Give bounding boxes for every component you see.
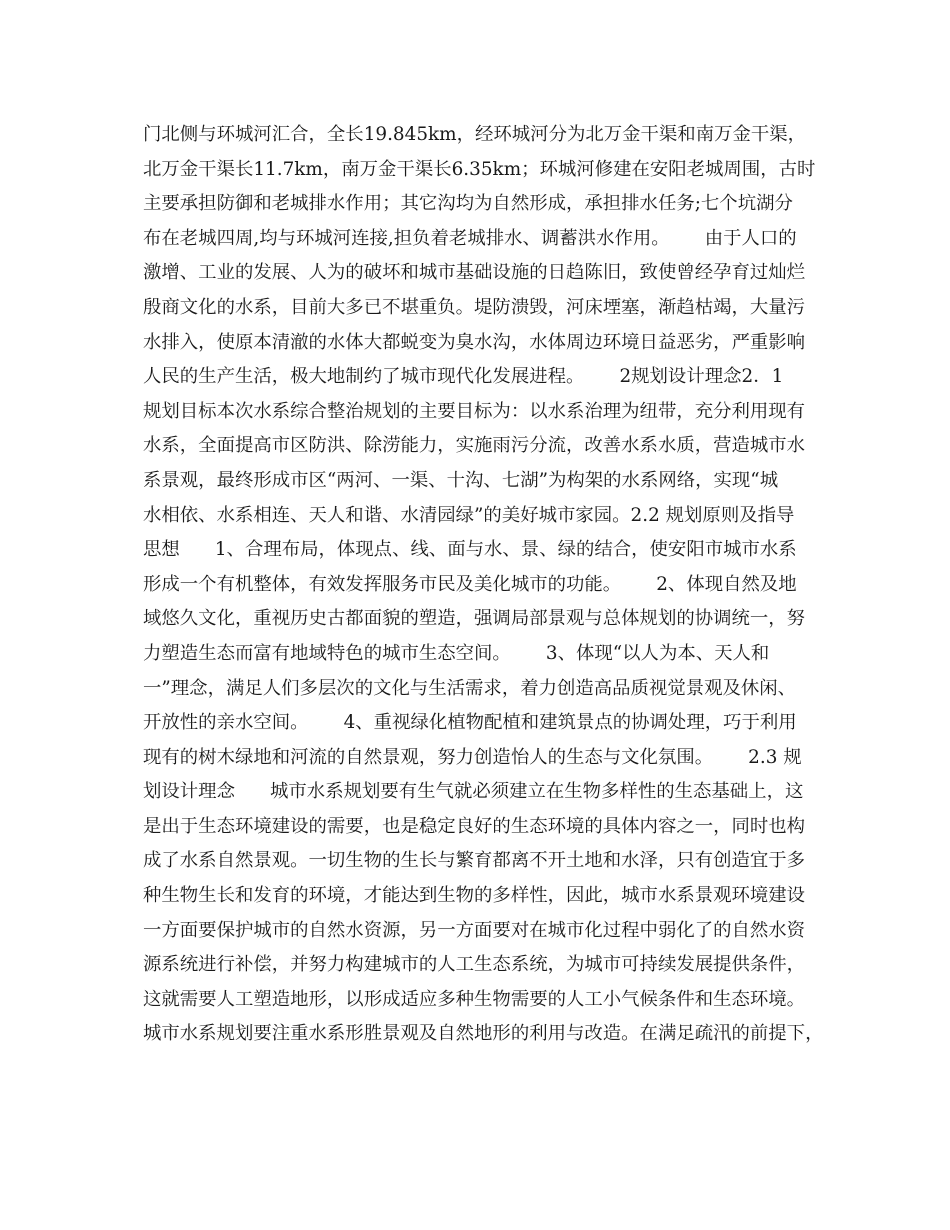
text-line: 形成一个有机整体，有效发挥服务市民及美化城市的功能。 2、体现自然及地 <box>143 573 797 595</box>
text-line: 划设计理念 城市水系规划要有生气就必须建立在生物多样性的生态基础上，这 <box>143 781 804 803</box>
text-line: 水排入，使原本清澈的水体大都蜕变为臭水沟，水体周边环境日益恶劣，严重影响 <box>143 331 806 353</box>
text-line: 种生物生长和发育的环境，才能达到生物的多样性，因此，城市水系景观环境建设 <box>143 885 806 907</box>
text-line: 成了水系自然景观。一切生物的生长与繁育都离不开土地和水泽，只有创造宜于多 <box>143 850 806 872</box>
text-line: 门北侧与环城河汇合，全长19.845km，经环城河分为北万金干渠和南万金干渠， <box>143 124 807 145</box>
text-line: 域悠久文化，重视历史古都面貌的塑造，强调局部景观与总体规划的协调统一，努 <box>143 608 806 630</box>
text-line: 力塑造生态而富有地域特色的城市生态空间。 3、体现“以人为本、天人和 <box>143 642 770 664</box>
text-line: 激增、工业的发展、人为的破坏和城市基础设施的日趋陈旧，致使曾经孕育过灿烂 <box>143 262 806 284</box>
text-line: 现有的树木绿地和河流的自然景观，努力创造怡人的生态与文化氛围。 2.3 规 <box>143 746 802 768</box>
text-line: 是出于生态环境建设的需要，也是稳定良好的生态环境的具体内容之一，同时也构 <box>143 815 806 837</box>
text-line: 规划目标本次水系综合整治规划的主要目标为：以水系治理为纽带，充分利用现有 <box>143 400 806 422</box>
text-line: 水相依、水系相连、天人和谐、水清园绿”的美好城市家园。2.2 规划原则及指导 <box>143 504 795 526</box>
text-line: 殷商文化的水系，目前大多已不堪重负。堤防溃毁，河床堙塞，渐趋枯竭，大量污 <box>143 296 806 318</box>
text-line: 一方面要保护城市的自然水资源，另一方面要对在城市化过程中弱化了的自然水资 <box>143 919 806 941</box>
text-line: 思想 1、合理布局，体现点、线、面与水、景、绿的结合，使安阳市城市水系 <box>143 539 797 561</box>
text-line: 人民的生产生活，极大地制约了城市现代化发展进程。 2规划设计理念2．1 <box>143 366 784 388</box>
text-line: 城市水系规划要注重水系形胜景观及自然地形的利用与改造。在满足疏汛的前提下， <box>143 1023 824 1045</box>
text-line: 北万金干渠长11.7km，南万金干渠长6.35km；环城河修建在安阳老城周围，古时 <box>143 158 816 180</box>
text-line: 布在老城四周,均与环城河连接,担负着老城排水、调蓄洪水作用。 由于人口的 <box>143 227 797 249</box>
text-line: 源系统进行补偿，并努力构建城市的人工生态系统，为城市可持续发展提供条件， <box>143 954 806 976</box>
text-line: 一”理念，满足人们多层次的文化与生活需求，着力创造高品质视觉景观及休闲、 <box>143 677 797 699</box>
text-line: 水系，全面提高市区防洪、除涝能力，实施雨污分流，改善水系水质，营造城市水 <box>143 435 806 457</box>
text-line: 主要承担防御和老城排水作用；其它沟均为自然形成，承担排水任务;七个坑湖分 <box>143 193 793 215</box>
text-line: 系景观，最终形成市区“两河、一渠、十沟、七湖”为构架的水系网络，实现“城 <box>143 469 779 491</box>
text-line: 开放性的亲水空间。 4、重视绿化植物配植和建筑景点的协调处理，巧于利用 <box>143 712 797 734</box>
body-text <box>143 118 827 1052</box>
text-line: 这就需要人工塑造地形，以形成适应多种生物需要的人工小气候条件和生态环境。 <box>143 988 806 1010</box>
